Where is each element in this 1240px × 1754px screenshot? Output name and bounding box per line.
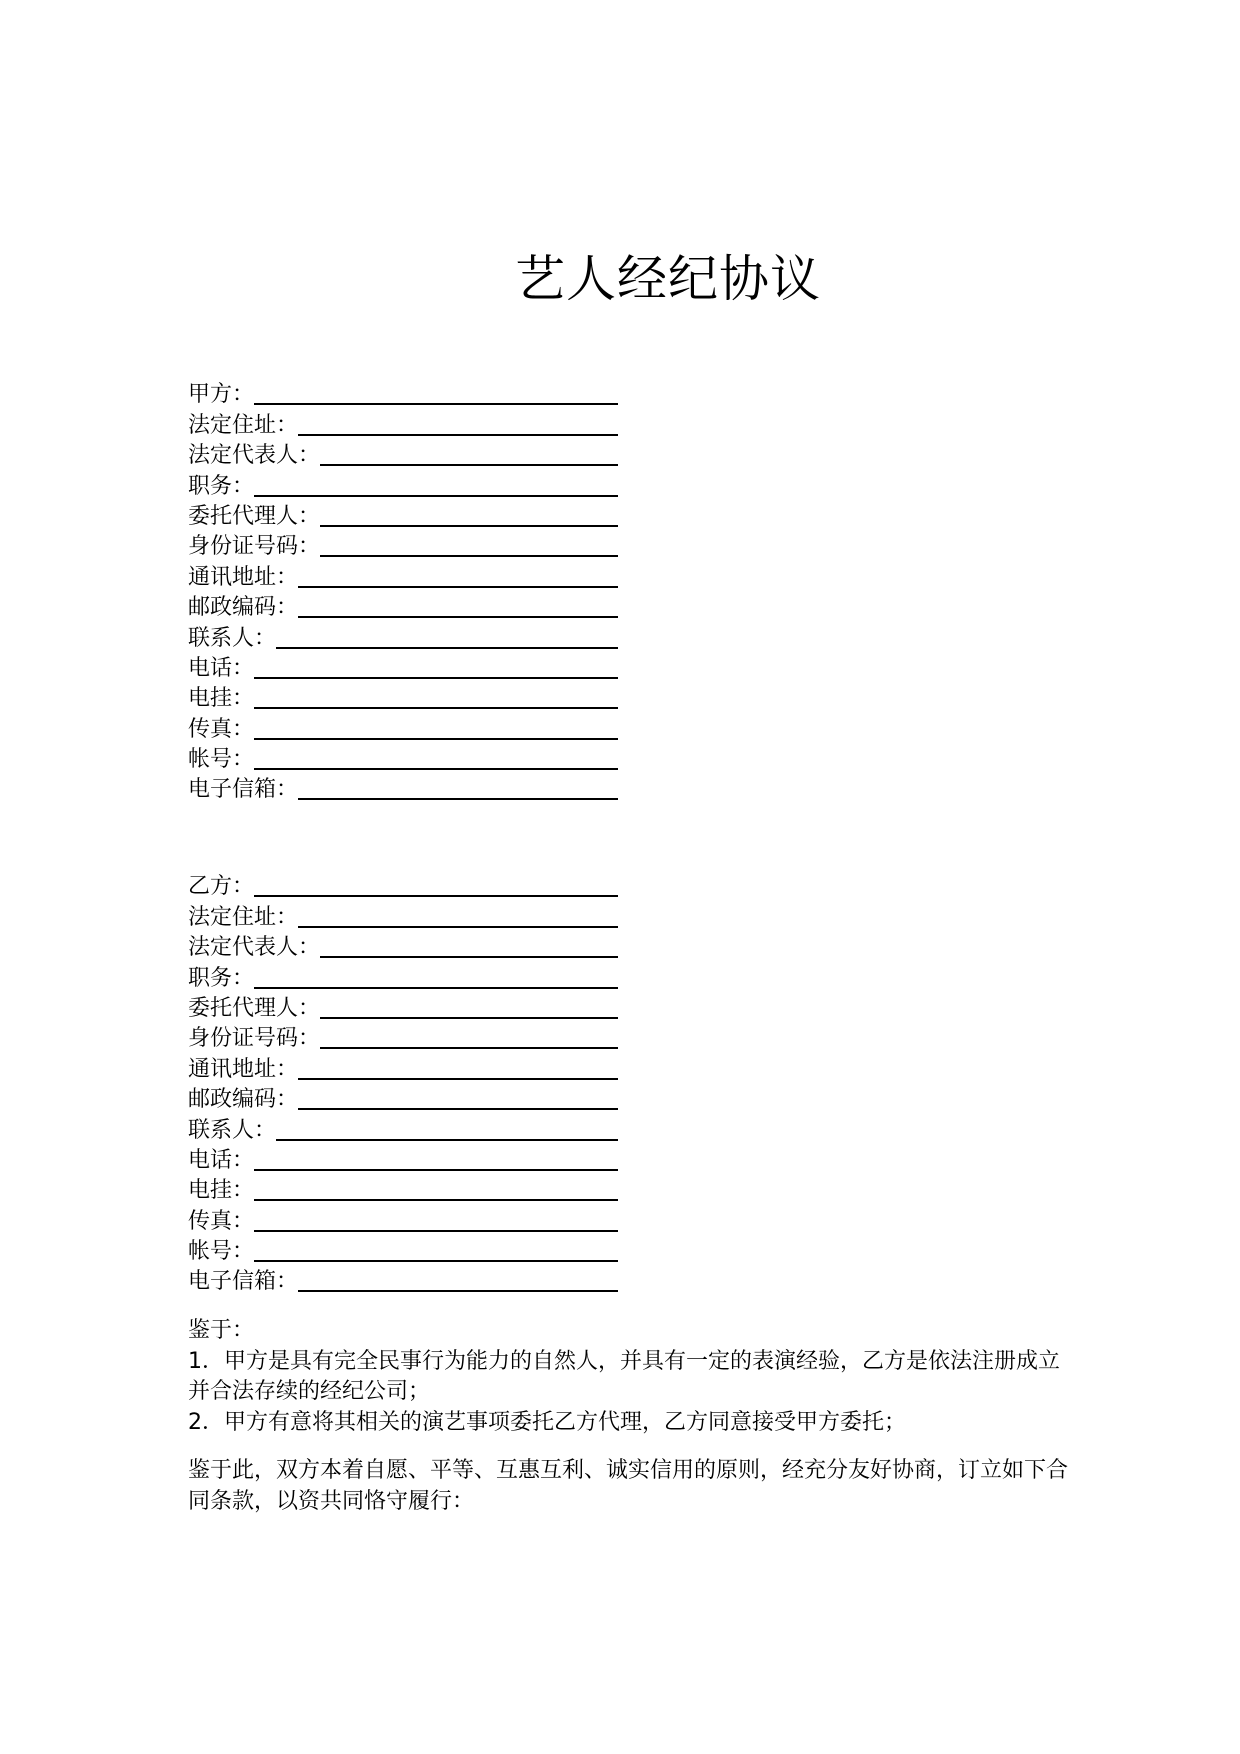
field-label: 身份证号码： — [188, 534, 321, 560]
fill-in-line[interactable] — [298, 1268, 618, 1292]
party-b-field-row — [188, 1085, 618, 1115]
party-a-field-row — [188, 623, 618, 653]
document-title: 艺人经纪协议 — [515, 249, 821, 308]
fill-in-line[interactable] — [298, 776, 618, 800]
party-a-field-row — [188, 380, 618, 410]
field-label: 电话： — [188, 655, 255, 681]
fill-in-line[interactable] — [254, 873, 618, 897]
party-a-field-row — [188, 471, 618, 501]
fill-in-line[interactable] — [298, 594, 618, 618]
field-label: 法定代表人： — [188, 935, 321, 961]
field-label: 通讯地址： — [188, 1056, 299, 1082]
fill-in-line[interactable] — [254, 381, 618, 405]
party-a-field-row — [188, 562, 618, 592]
recitals-conclusion: 鉴于此，双方本着自愿、平等、互惠互利、诚实信用的原则，经充分友好协商，订立如下合同条款，以资共同恪守履行： — [188, 1458, 1069, 1514]
party-b-field-row — [188, 963, 618, 993]
field-label: 电话： — [188, 1147, 255, 1173]
party-b-field-row — [188, 1024, 618, 1054]
fill-in-line[interactable] — [298, 1056, 618, 1080]
field-label: 联系人： — [188, 625, 277, 651]
fill-in-line[interactable] — [320, 1025, 618, 1049]
party-b-field-row — [188, 1237, 618, 1267]
fill-in-line[interactable] — [320, 995, 618, 1019]
field-label: 乙方： — [188, 874, 255, 900]
recitals-heading: 鉴于： — [188, 1318, 255, 1343]
party-b-field-row — [188, 1176, 618, 1206]
field-label: 电挂： — [188, 686, 255, 712]
party-a-field-row — [188, 593, 618, 623]
fill-in-line[interactable] — [298, 904, 618, 928]
field-label: 传真： — [188, 716, 255, 742]
field-label: 法定代表人： — [188, 443, 321, 469]
recital-item-2: 2．甲方有意将其相关的演艺事项委托乙方代理，乙方同意接受甲方委托； — [188, 1409, 906, 1435]
fill-in-line[interactable] — [298, 1086, 618, 1110]
field-label: 职务： — [188, 965, 255, 991]
party-a-field-row — [188, 410, 618, 440]
party-b-field-row — [188, 1115, 618, 1145]
field-label: 通讯地址： — [188, 564, 299, 590]
fill-in-line[interactable] — [276, 625, 618, 649]
party-b-field-row — [188, 994, 618, 1024]
party-a-field-row — [188, 745, 618, 775]
fill-in-line[interactable] — [254, 1177, 618, 1201]
party-a-field-row — [188, 441, 618, 471]
fill-in-line[interactable] — [298, 412, 618, 436]
party-a-field-row — [188, 502, 618, 532]
field-label: 电子信箱： — [188, 777, 299, 803]
field-label: 委托代理人： — [188, 503, 321, 529]
fill-in-line[interactable] — [254, 716, 618, 740]
party-a-field-row — [188, 532, 618, 562]
party-b-block — [188, 872, 618, 1297]
field-label: 传真： — [188, 1208, 255, 1234]
party-b-field-row — [188, 1267, 618, 1297]
recital-item-1: 1．甲方是具有完全民事行为能力的自然人，并具有一定的表演经验，乙方是依法注册成立并合法存续的经纪公司； — [188, 1348, 1061, 1404]
party-a-field-row — [188, 775, 618, 805]
field-label: 电挂： — [188, 1178, 255, 1204]
party-a-block — [188, 380, 618, 805]
fill-in-line[interactable] — [254, 1238, 618, 1262]
fill-in-line[interactable] — [298, 564, 618, 588]
party-a-field-row — [188, 684, 618, 714]
fill-in-line[interactable] — [254, 965, 618, 989]
party-b-field-row — [188, 872, 618, 902]
fill-in-line[interactable] — [320, 934, 618, 958]
party-b-field-row — [188, 1206, 618, 1236]
field-label: 帐号： — [188, 747, 255, 773]
fill-in-line[interactable] — [254, 1147, 618, 1171]
field-label: 身份证号码： — [188, 1026, 321, 1052]
field-label: 法定住址： — [188, 904, 299, 930]
fill-in-line[interactable] — [254, 1208, 618, 1232]
field-label: 电子信箱： — [188, 1269, 299, 1295]
field-label: 法定住址： — [188, 412, 299, 438]
fill-in-line[interactable] — [254, 746, 618, 770]
field-label: 帐号： — [188, 1239, 255, 1265]
fill-in-line[interactable] — [276, 1117, 618, 1141]
party-a-field-row — [188, 654, 618, 684]
field-label: 委托代理人： — [188, 995, 321, 1021]
field-label: 邮政编码： — [188, 595, 299, 621]
recitals-section — [188, 1316, 1068, 1517]
fill-in-line[interactable] — [254, 655, 618, 679]
fill-in-line[interactable] — [320, 442, 618, 466]
party-a-field-row — [188, 714, 618, 744]
fill-in-line[interactable] — [254, 685, 618, 709]
fill-in-line[interactable] — [320, 503, 618, 527]
field-label: 职务： — [188, 473, 255, 499]
party-b-field-row — [188, 1054, 618, 1084]
fill-in-line[interactable] — [254, 473, 618, 497]
party-b-field-row — [188, 933, 618, 963]
party-b-field-row — [188, 1146, 618, 1176]
field-label: 联系人： — [188, 1117, 277, 1143]
field-label: 邮政编码： — [188, 1087, 299, 1113]
party-b-field-row — [188, 902, 618, 932]
field-label: 甲方： — [188, 382, 255, 408]
fill-in-line[interactable] — [320, 533, 618, 557]
